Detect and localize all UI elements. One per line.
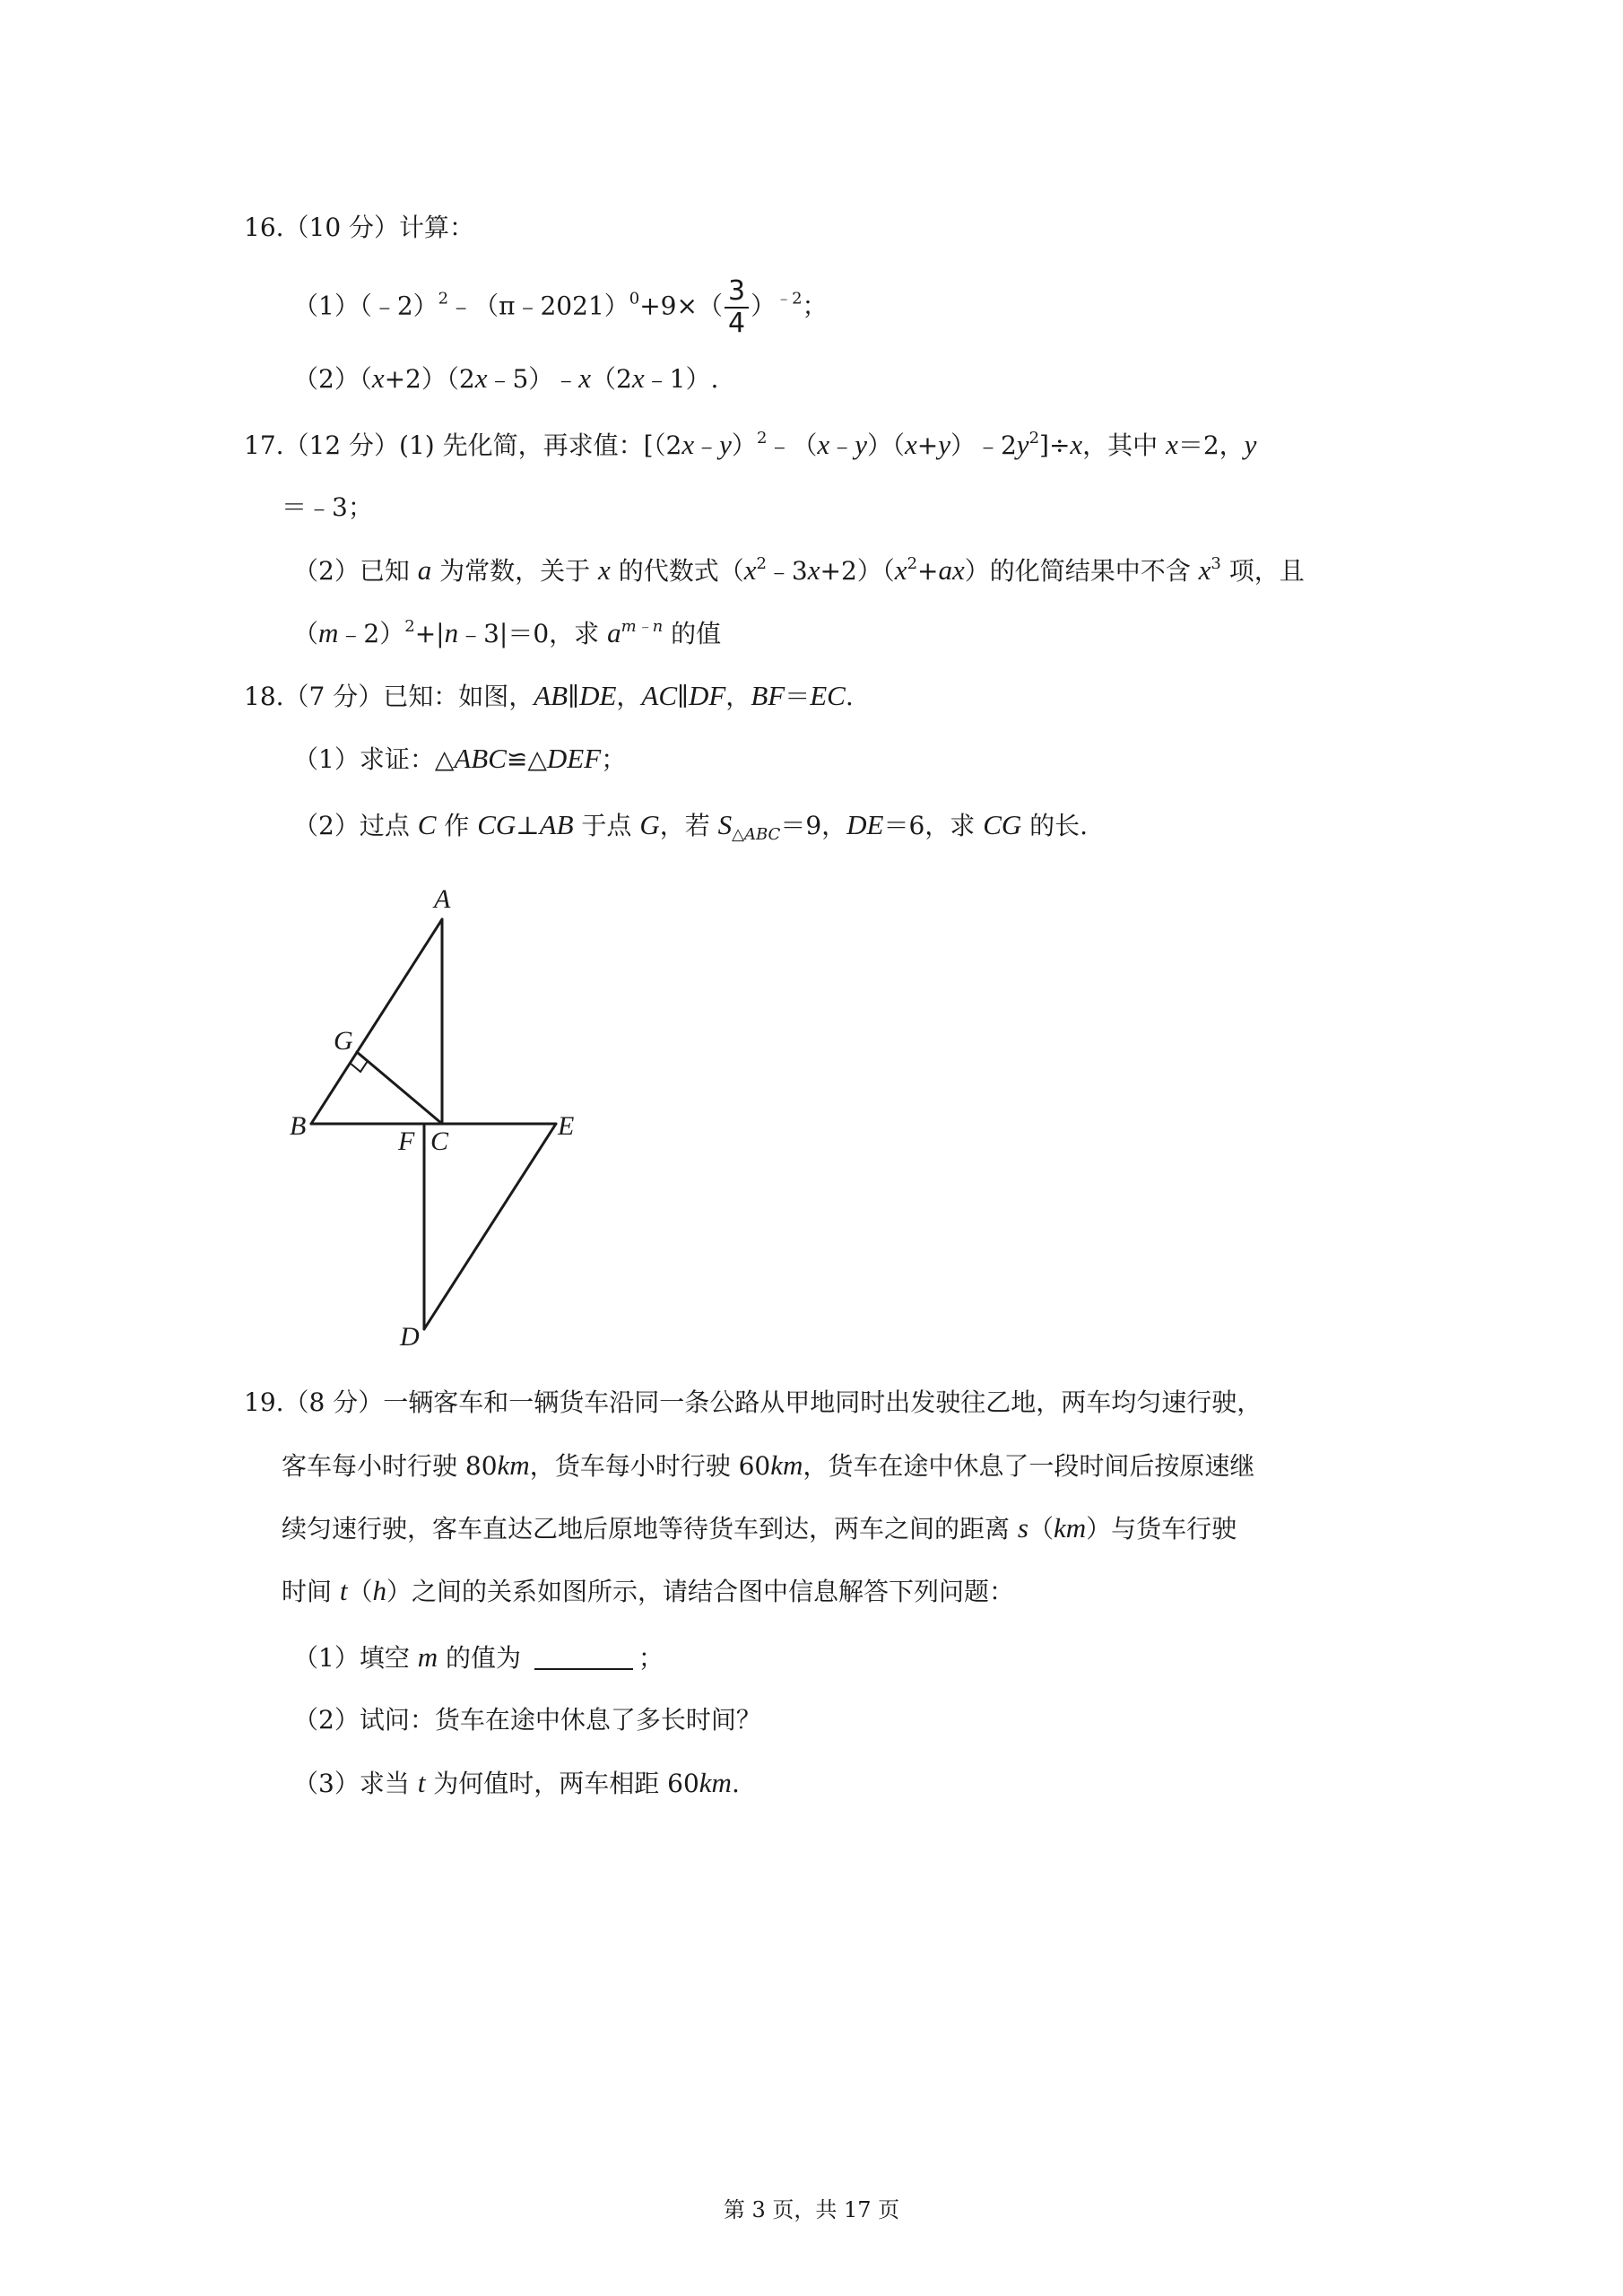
q16-part2: （2）（x+2）（2x﹣5）﹣x（2x﹣1）.	[293, 362, 719, 394]
segment-ab	[311, 919, 442, 1124]
q19-line1: 19.（8 分）一辆客车和一辆货车沿同一条公路从甲地同时出发驶往乙地，两车均匀速行驶，	[244, 1387, 1263, 1417]
q18-line2: （1）求证：△ABC≌△DEF；	[293, 743, 627, 774]
q19-line4: 时间 t（h）之间的关系如图所示，请结合图中信息解答下列问题：	[282, 1575, 1015, 1606]
q19-line7: （3）求当 t 为何值时，两车相距 60km.	[293, 1767, 740, 1798]
label-e: E	[558, 1111, 575, 1141]
geometry-figure	[287, 879, 610, 1354]
q18-line3: （2）过点 C 作 CG⊥AB 于点 G，若 $S_{\triangle ABC}=9$，DE＝6，求 CG 的长.	[293, 809, 1089, 844]
label-d: D	[400, 1322, 420, 1352]
page-number: 第 3 页，共 17 页	[723, 2197, 900, 2222]
label-b: B	[290, 1111, 307, 1141]
segment-cg	[357, 1052, 442, 1124]
answer-blank[interactable]	[534, 1643, 633, 1670]
fraction: $\frac{3}{4}$	[725, 276, 749, 339]
label-g: G	[334, 1026, 353, 1056]
q16-part1: （1）（﹣2）$^2$﹣（π﹣2021）$^0$+9×（ $\frac{3}{4}$ ）$^{﹣2}$；	[293, 275, 828, 339]
q19-line3: 续匀速行驶，客车直达乙地后原地等待货车到达，两车之间的距离 s（km）与货车行驶	[282, 1512, 1237, 1544]
q17-line1: 17.（12 分）(1) 先化简，再求值：$[(2x﹣y)^2﹣(x﹣y)(x+y)﹣2y^2]\div x$，其中 x＝2，y	[244, 429, 1257, 460]
label-a: A	[434, 884, 451, 914]
label-c: C	[430, 1126, 449, 1156]
q17-line4: （m﹣2）$^2$+|n﹣3|＝0，求 $a^{m﹣n}$ 的值	[293, 617, 722, 648]
q17-line3: （2）已知 a 为常数，关于 x 的代数式$(x^2﹣3x+2)(x^2+ax)$的化简结果中不含 $x^3$ 项，且	[293, 554, 1305, 586]
label-f: F	[398, 1126, 415, 1156]
page-footer	[0, 2192, 1623, 2223]
q19-line6: （2）试问：货车在途中休息了多长时间？	[293, 1705, 761, 1735]
right-angle-mark	[350, 1061, 368, 1072]
q19-line2: 客车每小时行驶 80km，货车每小时行驶 60km，货车在途中休息了一段时间后按原速继	[282, 1449, 1255, 1481]
q16-title: 16.（10 分）计算：	[244, 213, 475, 242]
q19-line5: （1）填空 m 的值为 ；	[293, 1641, 664, 1673]
q17-line2: ＝﹣3；	[282, 492, 373, 522]
q18-line1: 18.（7 分）已知：如图，AB∥DE，AC∥DF，BF＝EC.	[244, 680, 854, 711]
